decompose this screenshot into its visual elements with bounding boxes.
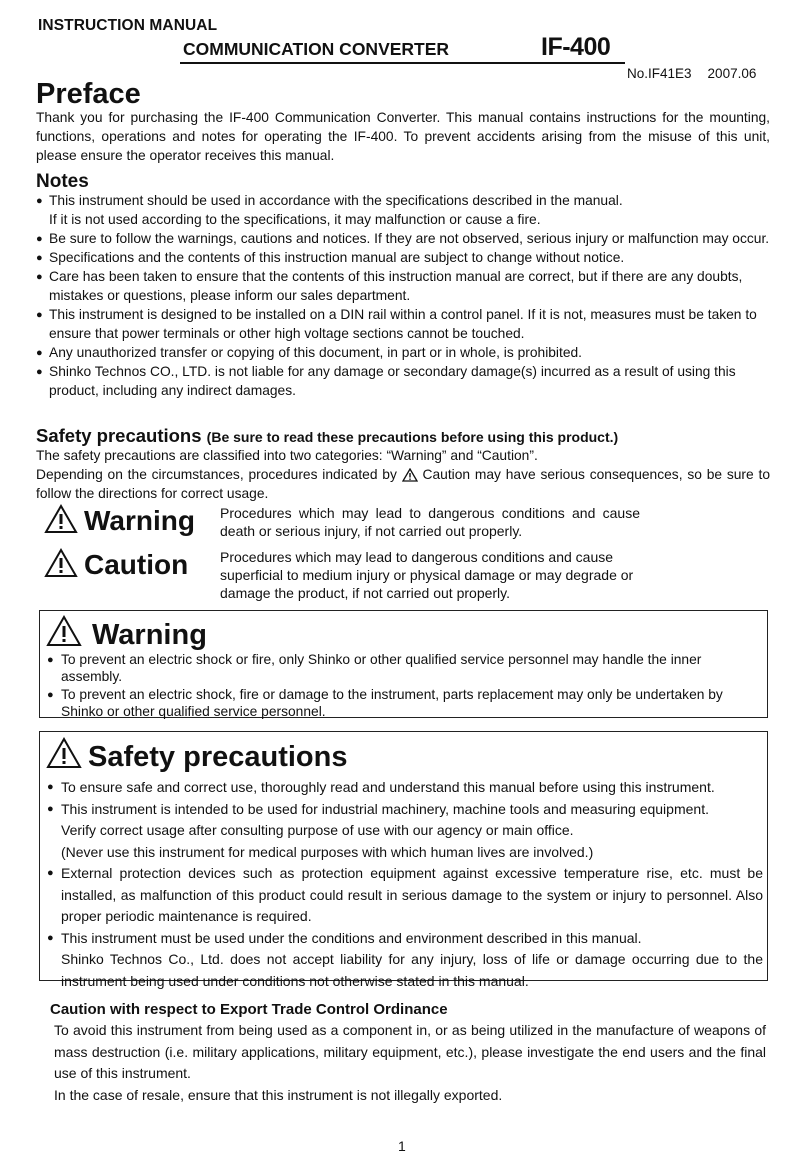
safety-heading	[36, 425, 618, 447]
bullet-icon: ●	[36, 309, 43, 321]
export-para1: To avoid this instrument from being used as a component in, or as being utilized in the manufacture of weapons of mass destruction (i.e. military applications, military equipment, etc.), please investigate the end users and the final use of this instrument.	[54, 1022, 766, 1081]
safety-item2-cont2: (Never use this instrument for medical purposes with which human lives are involved.)	[61, 843, 594, 860]
safety-intro-line1: The safety precautions are classified into two categories: “Warning” and “Caution”.	[36, 448, 538, 463]
safety-title: Safety precautions	[36, 425, 202, 446]
warning-definition	[44, 504, 664, 544]
bullet-icon: ●	[36, 195, 43, 207]
safety-item4-cont: Shinko Technos Co., Ltd. does not accept liability for any injury, loss of life or damage occurring due to the instrument being used under conditions not otherwise stated in this manual.	[61, 951, 763, 989]
model-number: IF-400	[541, 33, 611, 61]
bullet-icon: ●	[36, 252, 43, 264]
preface-text: Thank you for purchasing the IF-400 Communication Converter. This manual contains instructions for the mounting, functions, operations and notes for operating the IF-400. To prevent accidents arising from the misuse of this unit, please ensure the operator receives this manual.	[36, 110, 770, 163]
list-item: ● To prevent an electric shock or fire, only Shinko or other qualified service personnel may handle the inner assembly.	[47, 652, 702, 684]
list-item: ● This instrument must be used under the conditions and environment described in this manual. Shinko Technos Co., Ltd. does not accept liability for any injury, loss of life or damage occurring due to the instrument being used under conditions not otherwise stated in this manual.	[47, 928, 763, 993]
safety-intro	[36, 446, 770, 503]
caution-definition	[44, 548, 664, 604]
list-item: ● Specifications and the contents of this instruction manual are subject to change without notice.	[36, 248, 776, 267]
notes-title: Notes	[36, 171, 89, 192]
safety-box	[39, 731, 768, 989]
safety-subtitle: (Be sure to read these precautions before using this product.)	[206, 429, 619, 445]
list-item: If it is not used according to the specifications, it may malfunction or cause a fire.	[49, 212, 541, 227]
warning-triangle-icon	[402, 468, 418, 482]
safety-item2-cont1: Verify correct usage after consulting purpose of use with our agency or main office.	[61, 822, 574, 838]
notes-list	[36, 191, 776, 400]
bullet-icon: ●	[47, 654, 54, 666]
list-item: ● To prevent an electric shock, fire or damage to the instrument, parts replacement may only be undertaken by Shinko or other qualified service personnel.	[47, 687, 723, 719]
warning-description: Procedures which may lead to dangerous conditions and cause death or serious injury, if not carried out properly.	[220, 505, 640, 539]
list-item: ● Shinko Technos CO., LTD. is not liable for any damage or secondary damage(s) incurred as a result of using this product, including any indirect damages.	[36, 364, 736, 398]
list-item: ● Care has been taken to ensure that the contents of this instruction manual are correct, but if there are any doubts, mistakes or questions, please inform our sales department.	[36, 269, 743, 303]
list-item: ● This instrument is intended to be used for industrial machinery, machine tools and measuring equipment. Verify correct usage after consulting purpose of use with our agency or main office. (Never use this instrument for medical purposes with which human lives are involved.)	[47, 799, 763, 864]
safety-box-list	[47, 777, 763, 992]
bullet-icon: ●	[47, 867, 54, 879]
warning-triangle-icon	[46, 615, 82, 647]
warning-triangle-icon	[44, 504, 78, 534]
export-title: Caution with respect to Export Trade Control Ordinance	[50, 1001, 448, 1018]
list-item: ● This instrument should be used in accordance with the specifications described in the manual.	[36, 191, 689, 210]
page-number: 1	[398, 1138, 406, 1154]
preface-title: Preface	[36, 78, 141, 110]
safety-box-title: Safety precautions	[46, 737, 347, 774]
bullet-icon: ●	[36, 366, 43, 378]
warning-label: Warning	[44, 504, 195, 537]
doc-info	[627, 66, 756, 81]
list-item: ● To ensure safe and correct use, thoroughly read and understand this manual before using this instrument.	[47, 777, 763, 799]
list-item: ● External protection devices such as protection equipment against excessive temperature rise, etc. must be installed, as malfunction of this product could result in serious damage to the system or injury to personnel. Also proper periodic maintenance is required.	[47, 865, 763, 924]
list-item: ● This instrument is designed to be installed on a DIN rail within a control panel. If it is not, measures must be taken to ensure that power terminals or other high voltage sections cannot be touched.	[36, 307, 757, 341]
bullet-icon: ●	[47, 781, 54, 793]
list-item: ● Be sure to follow the warnings, cautions and notices. If they are not observed, serious injury or malfunction may occur.	[36, 229, 783, 248]
bullet-icon: ●	[47, 802, 54, 815]
warning-box-list	[47, 651, 763, 720]
export-para2: In the case of resale, ensure that this instrument is not illegally exported.	[54, 1086, 503, 1103]
caution-triangle-icon	[44, 548, 78, 578]
bullet-icon: ●	[36, 271, 43, 283]
doc-date: 2007.06	[707, 66, 757, 81]
export-section	[54, 1020, 766, 1106]
caution-label: Caution	[44, 548, 188, 581]
manual-label: INSTRUCTION MANUAL	[38, 17, 218, 34]
header-rule	[180, 62, 625, 64]
product-name: COMMUNICATION CONVERTER	[183, 39, 450, 59]
list-item: ● Any unauthorized transfer or copying of this document, in part or in whole, is prohibited.	[36, 343, 776, 362]
bullet-icon: ●	[47, 931, 54, 944]
bullet-icon: ●	[47, 689, 54, 701]
caution-description: Procedures which may lead to dangerous conditions and cause superficial to medium injury or physical damage or may degrade or damage the product, if not carried out properly.	[220, 549, 634, 601]
bullet-icon: ●	[36, 233, 43, 245]
warning-box	[39, 610, 768, 718]
doc-number: No.IF41E3	[627, 66, 692, 81]
bullet-icon: ●	[36, 347, 43, 359]
warning-box-title: Warning	[46, 615, 207, 652]
warning-triangle-icon	[46, 737, 82, 769]
safety-intro-line2: Depending on the circumstances, procedures indicated by Caution may have serious consequences, so be sure to follow the directions for correct usage.	[36, 467, 770, 501]
